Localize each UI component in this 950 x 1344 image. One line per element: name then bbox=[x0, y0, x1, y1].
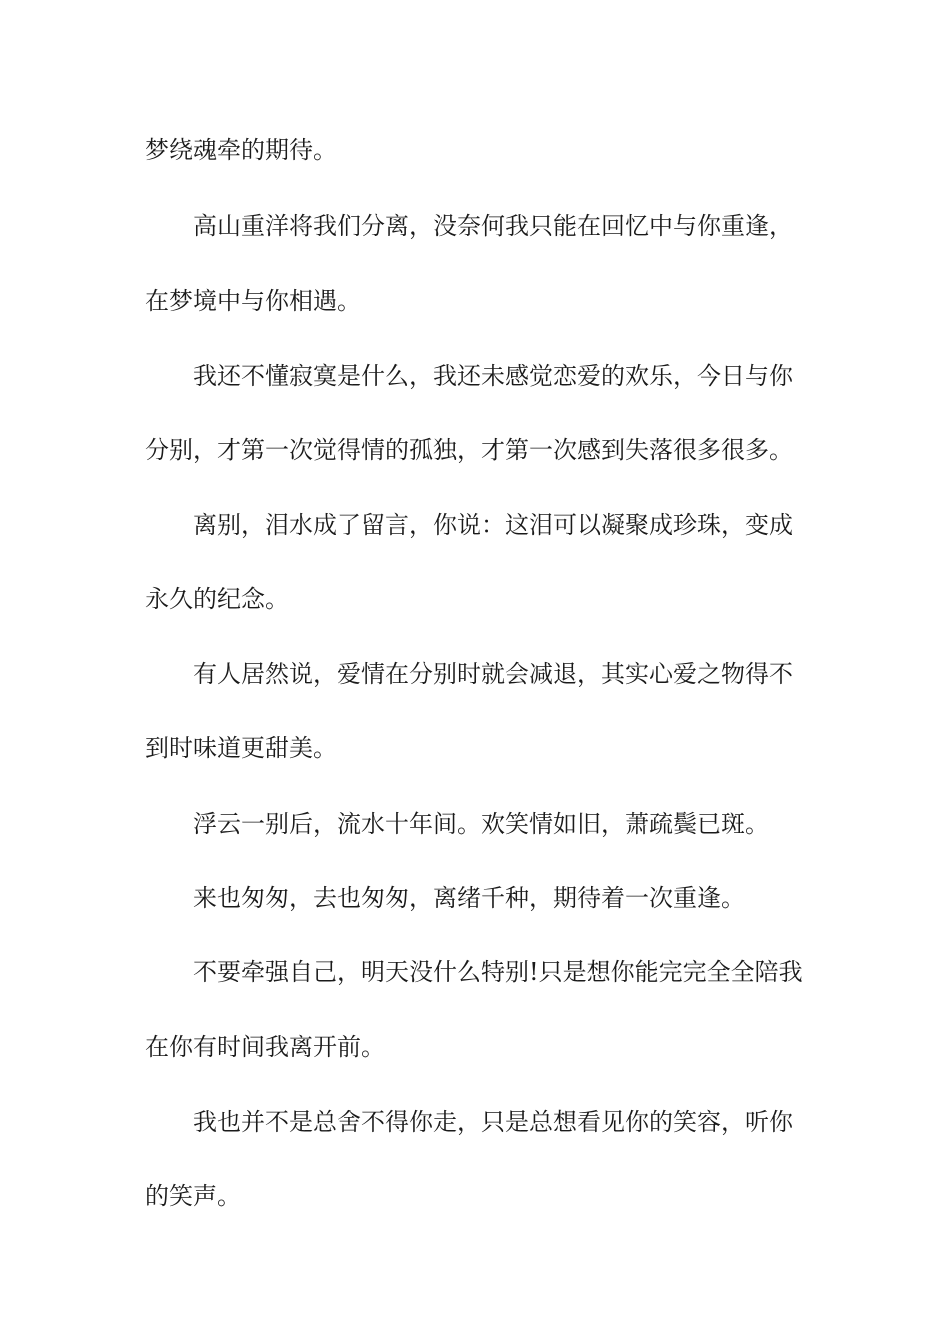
paragraph-start: 我还不懂寂寞是什么，我还未感觉恋爱的欢乐，今日与你 bbox=[193, 362, 793, 390]
paragraph-start: 有人居然说，爱情在分别时就会减退，其实心爱之物得不 bbox=[193, 660, 793, 688]
text-line: 到时味道更甜美。 bbox=[145, 734, 337, 762]
paragraph-start: 我也并不是总舍不得你走，只是总想看见你的笑容，听你 bbox=[193, 1108, 793, 1136]
text-line: 永久的纪念。 bbox=[145, 585, 289, 613]
text-line: 梦绕魂牵的期待。 bbox=[145, 136, 337, 164]
text-line: 在你有时间我离开前。 bbox=[145, 1033, 385, 1061]
paragraph-start: 浮云一别后，流水十年间。欢笑情如旧，萧疏鬓已斑。 bbox=[193, 810, 769, 838]
text-line: 在梦境中与你相遇。 bbox=[145, 287, 361, 315]
paragraph-start: 高山重洋将我们分离，没奈何我只能在回忆中与你重逢， bbox=[193, 212, 793, 240]
paragraph-start: 来也匆匆，去也匆匆，离绪千种，期待着一次重逢。 bbox=[193, 884, 745, 912]
text-line: 分别，才第一次觉得情的孤独，才第一次感到失落很多很多。 bbox=[145, 436, 793, 464]
paragraph-start: 不要牵强自己，明天没什么特别!只是想你能完完全全陪我 bbox=[193, 958, 803, 986]
paragraph-start: 离别，泪水成了留言，你说：这泪可以凝聚成珍珠，变成 bbox=[193, 511, 793, 539]
text-line: 的笑声。 bbox=[145, 1182, 241, 1210]
